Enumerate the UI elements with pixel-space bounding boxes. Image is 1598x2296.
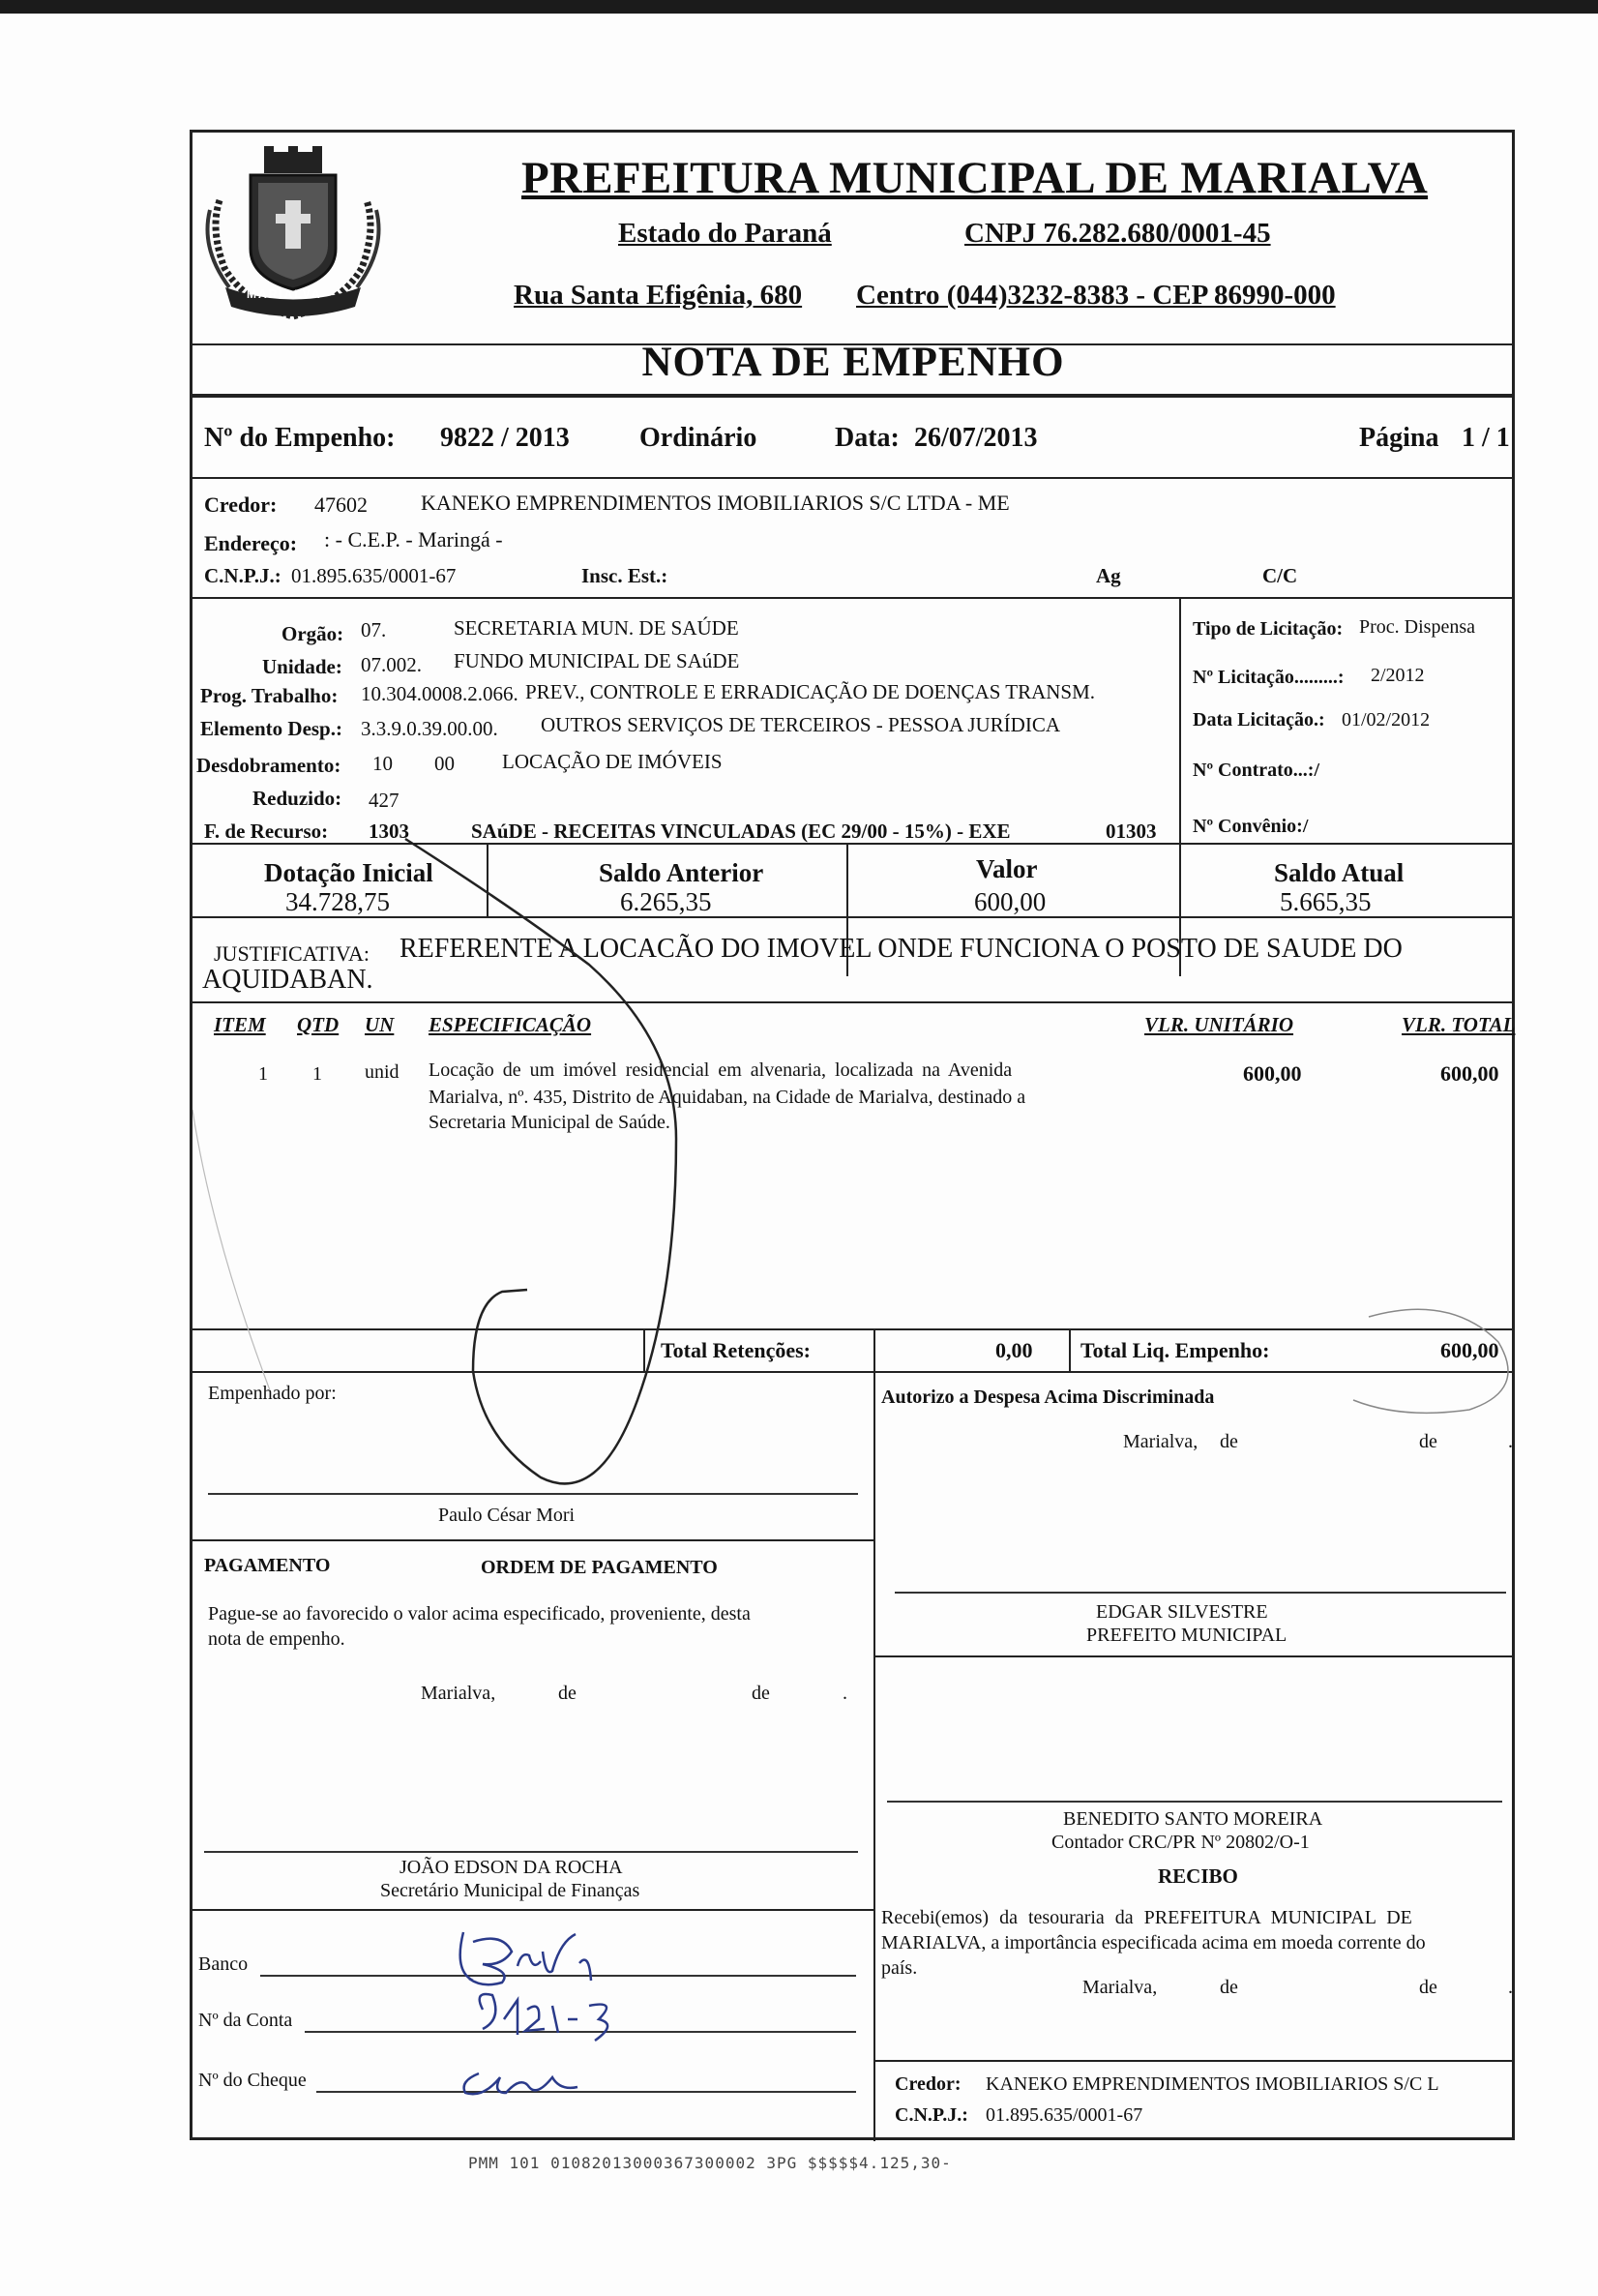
- recurso-code: 1303: [369, 820, 409, 843]
- desdobramento-label: Desdobramento:: [196, 754, 341, 777]
- recibo-line-1: Recebi(emos) da tesouraria da PREFEITURA MUNICIPAL DE: [881, 1907, 1412, 1928]
- recurso-label: F. de Recurso:: [204, 820, 329, 843]
- municipality-cnpj: CNPJ 76.282.680/0001-45: [964, 218, 1271, 249]
- scan-code-line: PMM 101 01082013000367300002 3PG $$$$$4.125,30-: [468, 2154, 952, 2172]
- total-liq-label: Total Liq. Empenho:: [1080, 1338, 1270, 1362]
- empenho-date: 26/07/2013: [914, 423, 1038, 453]
- prefeito-role: PREFEITO MUNICIPAL: [1086, 1625, 1287, 1646]
- valor-value: 600,00: [974, 887, 1047, 916]
- credor-name: KANEKO EMPRENDIMENTOS IMOBILIARIOS S/C LTDA - ME: [421, 491, 1010, 515]
- autorizo-dot: .: [1508, 1431, 1513, 1452]
- pagamento-text-2: nota de empenho.: [208, 1628, 345, 1650]
- empenho-date-label: Data:: [835, 423, 900, 453]
- recibo-de-2: de: [1419, 1977, 1437, 1998]
- orgao-name: SECRETARIA MUN. DE SAÚDE: [454, 616, 739, 640]
- ordem-pagamento-label: ORDEM DE PAGAMENTO: [481, 1557, 718, 1578]
- recibo-line-3: país.: [881, 1957, 918, 1979]
- total-liq-value: 600,00: [1440, 1338, 1499, 1362]
- credor-footer-name: KANEKO EMPRENDIMENTOS IMOBILIARIOS S/C L: [986, 2073, 1439, 2095]
- licitacao-tipo: Proc. Dispensa: [1359, 616, 1475, 638]
- document-title: NOTA DE EMPENHO: [641, 340, 1065, 385]
- cnpj-label: C.N.P.J.:: [204, 564, 281, 587]
- convenio-label: Nº Convênio:/: [1193, 816, 1309, 837]
- nota-de-empenho-document: [190, 130, 1515, 2140]
- contador-name: BENEDITO SANTO MOREIRA: [1063, 1808, 1323, 1830]
- credor-footer-cnpj-label: C.N.P.J.:: [895, 2104, 968, 2126]
- row-qtd: 1: [312, 1063, 322, 1085]
- licitacao-tipo-label: Tipo de Licitação:: [1193, 618, 1344, 640]
- contador-role: Contador CRC/PR Nº 20802/O-1: [1051, 1832, 1310, 1853]
- prefeito-name: EDGAR SILVESTRE: [1096, 1601, 1268, 1623]
- saldo-anterior-value: 6.265,35: [620, 887, 712, 916]
- banco-label: Banco: [198, 1953, 249, 1975]
- prog-trabalho-label: Prog. Trabalho:: [200, 684, 339, 707]
- cheque-label: Nº do Cheque: [198, 2070, 307, 2091]
- desdobramento-code-a: 10: [372, 752, 393, 775]
- col-header-qtd: QTD: [297, 1013, 340, 1036]
- prog-trabalho-name: PREV., CONTROLE E ERRADICAÇÃO DE DOENÇAS TRANSM.: [525, 680, 1096, 703]
- conta-label: Nº da Conta: [198, 2010, 293, 2031]
- col-header-especificacao: ESPECIFICAÇÃO: [429, 1013, 592, 1036]
- crest-banner-text: MARIALVA: [247, 287, 322, 301]
- page-number: 1 / 1: [1462, 423, 1510, 453]
- pagamento-label: PAGAMENTO: [204, 1555, 331, 1576]
- credor-code: 47602: [314, 492, 368, 517]
- municipality-address: Rua Santa Efigênia, 680: [514, 280, 803, 311]
- municipality-contact: Centro (044)3232-8383 - CEP 86990-000: [856, 280, 1336, 311]
- orgao-code: 07.: [361, 618, 387, 641]
- elemento-name: OUTROS SERVIÇOS DE TERCEIROS - PESSOA JURÍDICA: [541, 713, 1061, 736]
- row-spec-line-2: Marialva, nº. 435, Distrito de Aquidaban, na Cidade de Marialva, destinado a: [429, 1087, 1026, 1108]
- empenho-number: 9822 / 2013: [440, 423, 570, 453]
- licitacao-number: 2/2012: [1371, 665, 1425, 686]
- municipality-title: PREFEITURA MUNICIPAL DE MARIALVA: [521, 153, 1429, 203]
- pagamento-de-2: de: [752, 1683, 770, 1704]
- credor-footer-label: Credor:: [895, 2073, 962, 2095]
- page-label: Página: [1359, 423, 1439, 453]
- credor-footer-cnpj: 01.895.635/0001-67: [986, 2104, 1143, 2126]
- recibo-dot: .: [1508, 1977, 1513, 1998]
- licitacao-date-label: Data Licitação.:: [1193, 709, 1325, 731]
- licitacao-number-label: Nº Licitação.........:: [1193, 667, 1345, 688]
- dotacao-label: Dotação Inicial: [264, 858, 433, 887]
- row-un: unid: [365, 1061, 400, 1083]
- address-label: Endereço:: [204, 531, 298, 555]
- col-header-un: UN: [365, 1013, 395, 1036]
- justificativa-line-2: AQUIDABAN.: [202, 965, 373, 995]
- financas-signer-role: Secretário Municipal de Finanças: [380, 1880, 640, 1901]
- col-header-item: ITEM: [214, 1013, 266, 1036]
- justificativa-label: JUSTIFICATIVA:: [214, 941, 370, 966]
- pagamento-dot: .: [843, 1683, 847, 1704]
- recibo-place: Marialva,: [1082, 1977, 1158, 1998]
- empenho-type: Ordinário: [639, 423, 757, 453]
- agency-label: Ag: [1096, 564, 1121, 587]
- financas-signer-name: JOÃO EDSON DA ROCHA: [400, 1857, 623, 1878]
- row-unit-value: 600,00: [1243, 1061, 1302, 1086]
- saldo-anterior-label: Saldo Anterior: [599, 858, 764, 887]
- saldo-atual-value: 5.665,35: [1280, 887, 1372, 916]
- credor-cnpj: 01.895.635/0001-67: [291, 564, 457, 587]
- empenhado-label: Empenhado por:: [208, 1383, 337, 1404]
- account-label: C/C: [1262, 564, 1298, 587]
- col-header-total-value: VLR. TOTAL: [1402, 1013, 1516, 1036]
- autorizo-label: Autorizo a Despesa Acima Discriminada: [881, 1387, 1215, 1408]
- empenhado-name: Paulo César Mori: [438, 1505, 576, 1526]
- pagamento-de-1: de: [558, 1683, 577, 1704]
- unidade-label: Unidade:: [262, 655, 342, 678]
- retencoes-label: Total Retenções:: [661, 1338, 811, 1362]
- recibo-label: RECIBO: [1158, 1864, 1238, 1888]
- recurso-name: SAúDE - RECEITAS VINCULADAS (EC 29/00 - 15%) - EXE: [471, 820, 1011, 843]
- recibo-line-2: MARIALVA, a importância especificada acima em moeda corrente do: [881, 1932, 1426, 1953]
- unidade-name: FUNDO MUNICIPAL DE SAúDE: [454, 649, 740, 672]
- elemento-code: 3.3.9.0.39.00.00.: [361, 717, 498, 740]
- orgao-label: Orgão:: [281, 622, 344, 645]
- credor-address: : - C.E.P. - Maringá -: [324, 527, 503, 552]
- retencoes-value: 0,00: [995, 1338, 1033, 1362]
- insc-est-label: Insc. Est.:: [581, 564, 668, 587]
- scan-top-edge: [0, 0, 1598, 14]
- pagamento-place: Marialva,: [421, 1683, 496, 1704]
- reduzido-value: 427: [369, 789, 400, 812]
- pagamento-text-1: Pague-se ao favorecido o valor acima especificado, proveniente, desta: [208, 1603, 751, 1625]
- recibo-de-1: de: [1220, 1977, 1238, 1998]
- autorizo-de-1: de: [1220, 1431, 1238, 1452]
- valor-label: Valor: [976, 854, 1038, 883]
- col-header-unit-value: VLR. UNITÁRIO: [1144, 1013, 1294, 1036]
- unidade-code: 07.002.: [361, 653, 422, 676]
- row-total-value: 600,00: [1440, 1061, 1499, 1086]
- autorizo-place: Marialva,: [1123, 1431, 1198, 1452]
- reduzido-label: Reduzido:: [252, 787, 342, 810]
- elemento-label: Elemento Desp.:: [200, 717, 342, 740]
- state-name: Estado do Paraná: [618, 218, 832, 249]
- saldo-atual-label: Saldo Atual: [1274, 858, 1405, 887]
- credor-label: Credor:: [204, 492, 278, 517]
- autorizo-de-2: de: [1419, 1431, 1437, 1452]
- prog-trabalho-code: 10.304.0008.2.066.: [361, 682, 518, 705]
- licitacao-date: 01/02/2012: [1342, 709, 1431, 731]
- dotacao-value: 34.728,75: [285, 887, 390, 916]
- empenho-number-label: Nº do Empenho:: [204, 423, 396, 453]
- row-item: 1: [258, 1063, 268, 1085]
- row-spec-line-3: Secretaria Municipal de Saúde.: [429, 1112, 670, 1133]
- row-spec-line-1: Locação de um imóvel residencial em alvenaria, localizada na Avenida: [429, 1059, 1013, 1081]
- recurso-code-2: 01303: [1106, 820, 1157, 843]
- contrato-label: Nº Contrato...:/: [1193, 760, 1320, 781]
- desdobramento-code-b: 00: [434, 752, 455, 775]
- desdobramento-name: LOCAÇÃO DE IMÓVEIS: [502, 750, 723, 773]
- justificativa-line-1: REFERENTE A LOCACÃO DO IMOVEL ONDE FUNCIONA O POSTO DE SAUDE DO: [400, 934, 1403, 964]
